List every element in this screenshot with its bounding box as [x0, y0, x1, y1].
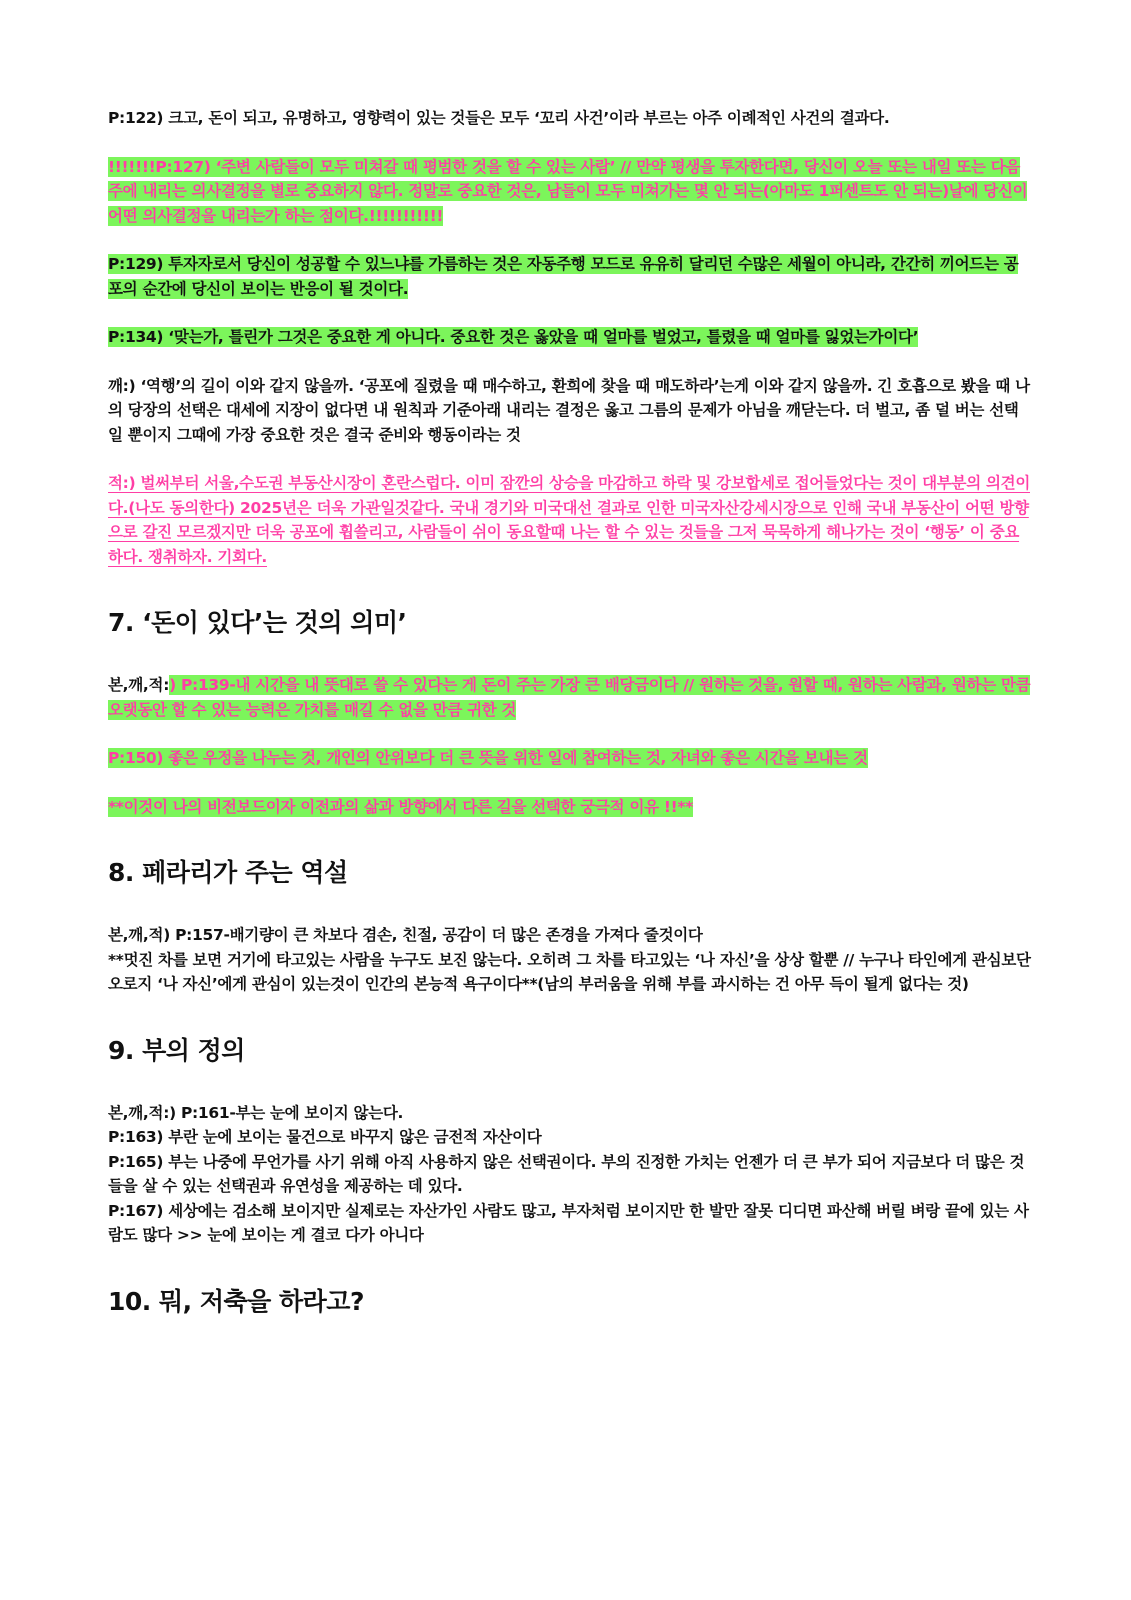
- reflection-kkae-text: 깨:) ‘역행’의 길이 이와 같지 않을까. ‘공포에 질렸을 때 매수하고, 환희에 찾을 때 매도하라’는게 이와 같지 않을까. 긴 호흡으로 봤을 때 나의 당장의 선택은 대세에 지장이 없다면 내 원칙과 기준아래 내리는 결정은 옳고 그름의 문제가 아님을 깨닫는다. 더 벌고, 좀 덜 버는 선택일 뿐이지 그때에 가장 중요한 것은 결국 준비와 행동이라는 것: [108, 376, 1030, 444]
- section-heading-10: 10. 뭐, 저축을 하라고?: [108, 1286, 364, 1316]
- section9-line-3: P:165) 부는 나중에 무언가를 사기 위해 아직 사용하지 않은 선택권이다. 부의 진정한 가치는 언젠가 더 큰 부가 되어 지금보다 더 많은 것들을 살 수 있는 선택권과 유연성을 제공하는 데 있다.: [108, 1152, 1025, 1195]
- section8-line-1: 본,깨,적) P:157-배기량이 큰 차보다 겸손, 친절, 공감이 더 많은 존경을 가져다 줄것이다: [108, 926, 703, 944]
- application-jeok: [108, 471, 1031, 569]
- section-heading-7: 7. ‘돈이 있다’는 것의 의미’: [108, 608, 407, 637]
- section9-line-4: P:167) 세상에는 검소해 보이지만 실제로는 자산가인 사람도 많고, 부자처럼 보이지만 한 발만 잘못 디디면 파산해 버릴 벼랑 끝에 있는 사람도 많다 >> 눈에 보이는 게 결코 다가 아니다: [108, 1201, 1029, 1244]
- section7-vision: [108, 795, 1031, 820]
- section7-prefix: 본,깨,적:: [108, 676, 170, 694]
- section7-p150-text: P:150) 좋은 우정을 나누는 것, 개인의 안위보다 더 큰 뜻을 위한 일에 참여하는 것, 자녀와 좋은 시간을 보내는 것: [108, 749, 868, 767]
- section7-vision-text: **이것이 나의 비전보드이자 이전과의 삶과 방향에서 다른 길을 선택한 궁극적 이유 !!**: [108, 797, 694, 816]
- quote-p127: [108, 155, 1031, 229]
- section7-p150: [108, 746, 1031, 771]
- quote-p129: [108, 252, 1031, 301]
- section7-p139-text: ) P:139-내 시간을 내 뜻대로 쓸 수 있다는 게 돈이 주는 가장 큰 배당금이다 // 원하는 것을, 원할 때, 원하는 사람과, 원하는 만큼 오랫동안 할 수 있는 능력은 가치를 매길 수 없을 만큼 귀한 것: [108, 676, 1031, 719]
- reflection-kkae: [108, 374, 1031, 448]
- section-heading-8: 8. 페라리가 주는 역설: [108, 858, 348, 887]
- section9-line-1: 본,깨,적:) P:161-부는 눈에 보이지 않는다.: [108, 1103, 404, 1122]
- quote-p122: [108, 106, 1031, 131]
- section8-line-2: **멋진 차를 보면 거기에 타고있는 사람을 누구도 보진 않는다. 오히려 그 차를 타고있는 ‘나 자신’을 상상 할뿐 // 누구나 타인에게 관심보단 오로지 ‘나 자신’에게 관심이 있는것이 인간의 본능적 욕구이다**(남의 부러움을 위해 부를 과시하는 건 아무 득이 될게 없다는 것): [108, 950, 1031, 993]
- section-heading-9: 9. 부의 정의: [108, 1035, 245, 1065]
- quote-p134-text: P:134) ‘맞는가, 틀린가 그것은 중요한 게 아니다. 중요한 것은 옳았을 때 얼마를 벌었고, 틀렸을 때 얼마를 잃었는가이다’: [108, 328, 919, 346]
- quote-p129-text: P:129) 투자자로서 당신이 성공할 수 있느냐를 가름하는 것은 자동주행 모드로 유유히 달리던 수많은 세월이 아니라, 간간히 끼어드는 공포의 순간에 당신이 보이는 반응이 될 것이다.: [108, 255, 1019, 298]
- section8-body: [108, 923, 1031, 997]
- quote-p127-text: !!!!!!!P:127) ‘주변 사람들이 모두 미쳐갈 때 평범한 것을 할 수 있는 사람’ // 만약 평생을 투자한다면, 당신이 오늘 또는 내일 또는 다음 주에 내리는 의사결정을 별로 중요하지 않다. 정말로 중요한 것은, 남들이 모두 미쳐가는 몇 안 되는(아마도 1퍼센트도 안 되는)날에 당신이 어떤 의사결정을 내리는가 하는 점이다.!!!!!!!!!!!: [108, 157, 1028, 225]
- application-jeok-text: 적:) 벌써부터 서울,수도권 부동산시장이 혼란스럽다. 이미 잠깐의 상승을 마감하고 하락 및 강보합세로 접어들었다는 것이 대부분의 의견이다.(나도 동의한다) 2025년은 더욱 가관일것같다. 국내 경기와 미국대선 결과로 인한 미국자산강세시장으로 인해 국내 부동산이 어떤 방향으로 갈진 모르겠지만 더욱 공포에 휩쓸리고, 사람들이 쉬이 동요할때 나는 할 수 있는 것들을 그저 묵묵하게 해나가는 것이 ‘행동’ 이 중요하다. 쟁취하자. 기회다.: [108, 474, 1030, 566]
- section7-p139: [108, 673, 1031, 722]
- quote-p134: [108, 325, 1031, 350]
- quote-p122-text: P:122) 크고, 돈이 되고, 유명하고, 영향력이 있는 것들은 모두 ‘꼬리 사건’이라 부르는 아주 이례적인 사건의 결과다.: [108, 109, 890, 127]
- section9-line-2: P:163) 부란 눈에 보이는 물건으로 바꾸지 않은 금전적 자산이다: [108, 1128, 542, 1146]
- section9-body: [108, 1101, 1031, 1248]
